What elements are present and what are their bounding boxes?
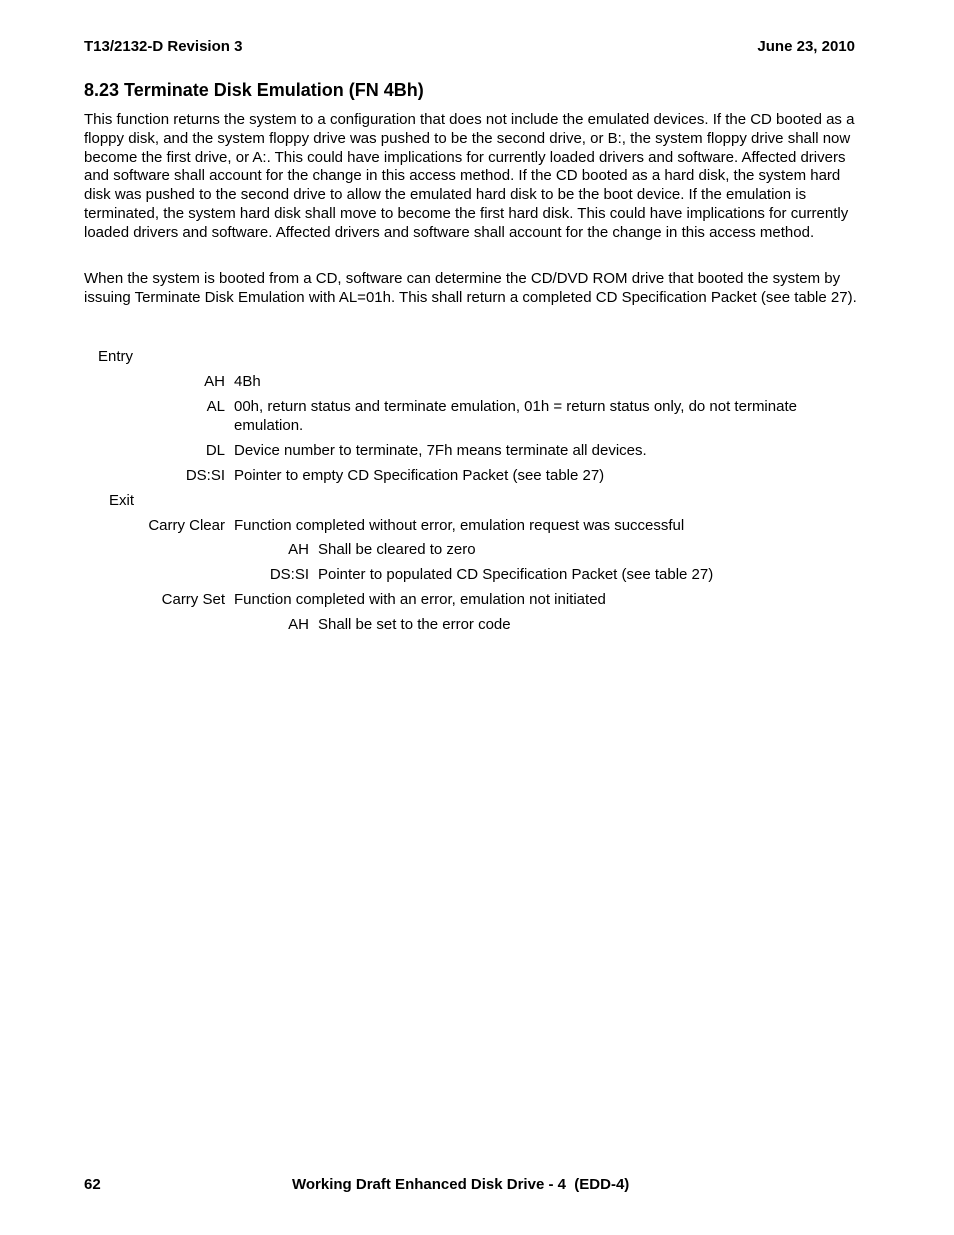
entry-reg-dssi: DS:SI [185, 467, 225, 484]
entry-reg-al: AL [206, 398, 225, 415]
entry-desc-dssi: Pointer to empty CD Specification Packet (see table 27) [234, 467, 605, 484]
body-paragraph-1: This function returns the system to a configuration that does not include the emulated devices. If the CD booted as a floppy disk, and the system floppy drive was pushed to be the second drive, or B:, the system floppy drive shall now become the first drive, or A:. This could have implications for currently loaded drivers and software. Affected drivers and software shall account for the change in this access method. If the CD booted as a hard disk, the system hard disk was pushed to the second drive to allow the emulated hard disk to be the boot device. If the emulation is terminated, the system hard disk shall move to become the first hard disk. This could have implications for currently loaded drivers and software. Affected drivers and software shall account for the change in this access method. [84, 111, 855, 241]
carry-clear-label: Carry Clear [148, 517, 225, 534]
entry-label: Entry [98, 348, 134, 365]
entry-reg-dl: DL [205, 442, 225, 459]
carry-clear-desc-dssi: Pointer to populated CD Specification Packet (see table 27) [318, 566, 714, 583]
carry-set-reg-ah: AH [288, 616, 309, 633]
section-title: 8.23 Terminate Disk Emulation (FN 4Bh) [84, 80, 424, 100]
carry-clear-desc: Function completed without error, emulation request was successful [234, 517, 685, 534]
entry-reg-ah: AH [204, 373, 225, 390]
carry-clear-reg-ah: AH [288, 541, 309, 558]
carry-clear-desc-ah: Shall be cleared to zero [318, 541, 476, 558]
carry-set-desc: Function completed with an error, emulation not initiated [234, 591, 606, 608]
body-paragraph-2: When the system is booted from a CD, software can determine the CD/DVD ROM drive that booted the system by issuing Terminate Disk Emulation with AL=01h. This shall return a completed CD Specification Packet (see table 27). [84, 270, 857, 306]
carry-set-label: Carry Set [161, 591, 225, 608]
entry-desc-dl: Device number to terminate, 7Fh means terminate all devices. [234, 442, 647, 459]
entry-desc-al: 00h, return status and terminate emulation, 01h = return status only, do not terminate emulation. [234, 398, 797, 434]
header-date: June 23, 2010 [757, 38, 855, 55]
exit-label: Exit [109, 492, 135, 509]
footer-doc-title: Working Draft Enhanced Disk Drive - 4 (EDD-4) [292, 1176, 630, 1193]
footer-page-number: 62 [84, 1176, 101, 1193]
header-doc-id: T13/2132-D Revision 3 [84, 38, 243, 55]
carry-set-desc-ah: Shall be set to the error code [318, 616, 511, 633]
entry-desc-ah: 4Bh [234, 373, 261, 390]
carry-clear-reg-dssi: DS:SI [269, 566, 309, 583]
